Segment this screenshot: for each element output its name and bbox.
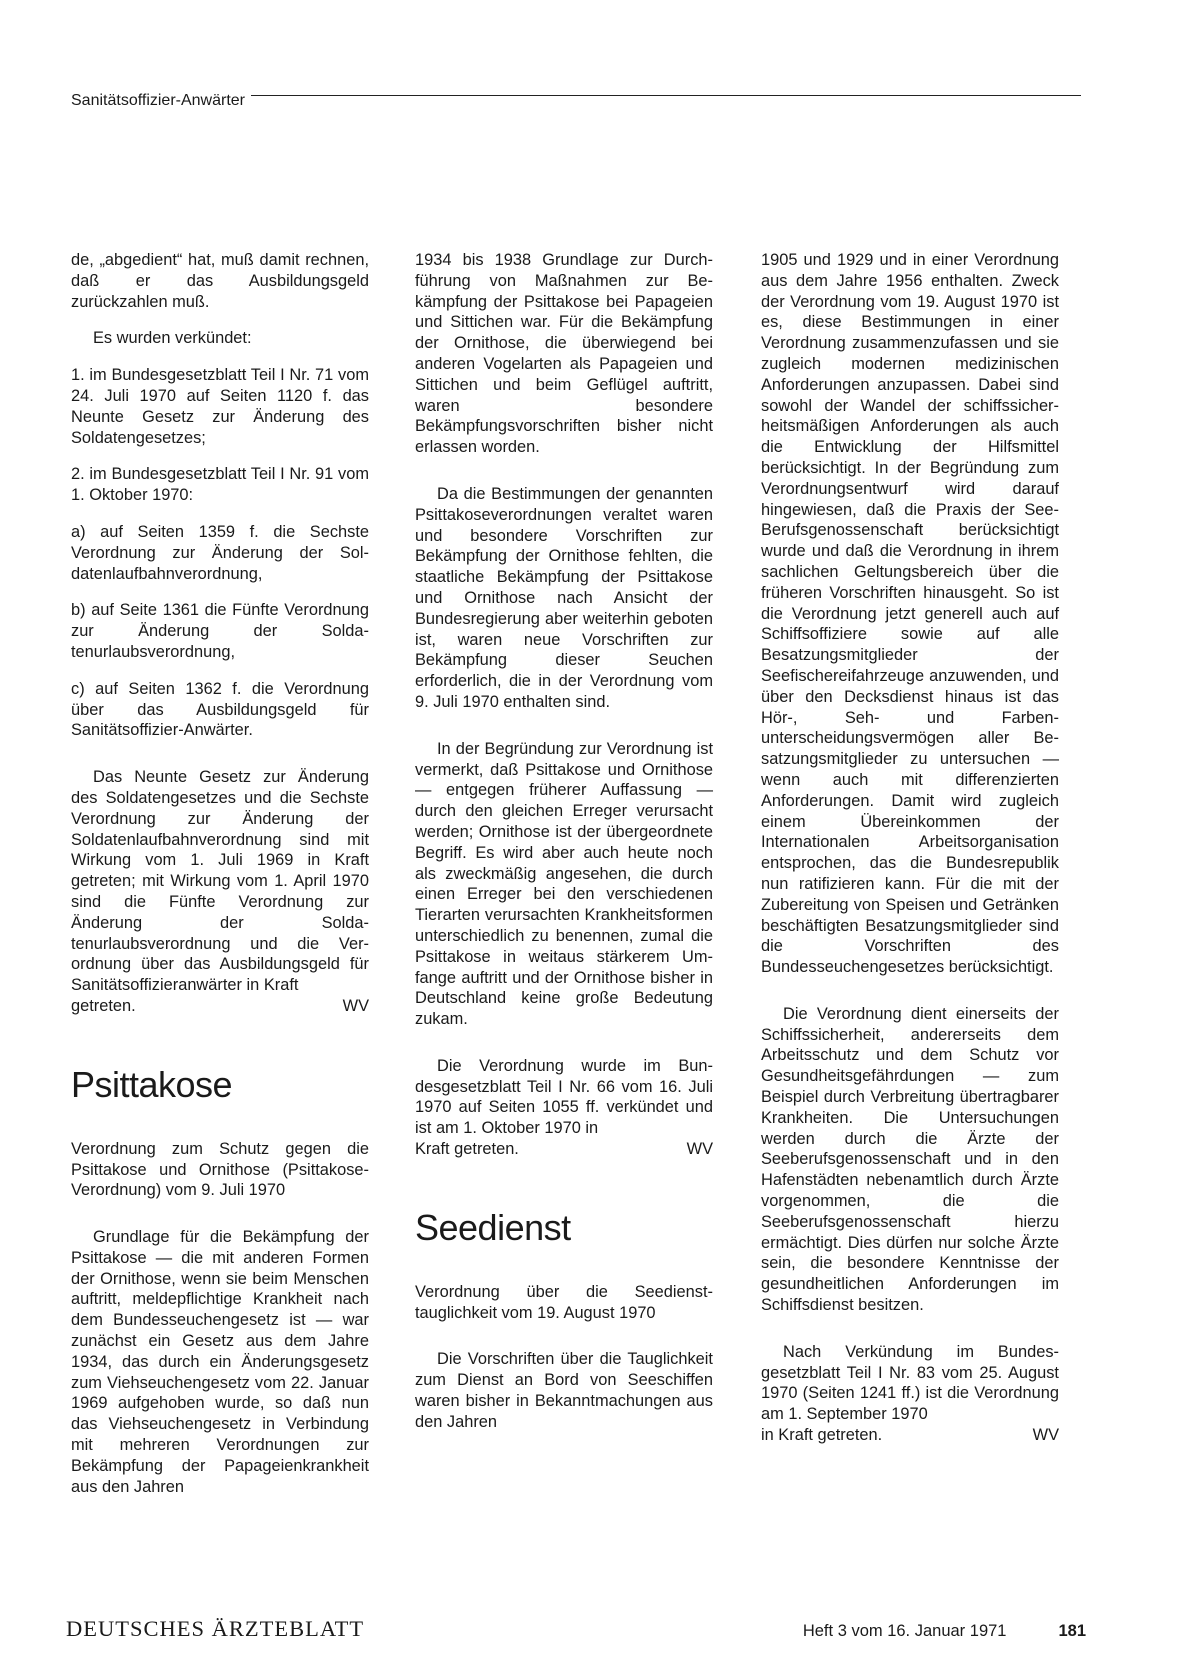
author-initials: WV (1032, 1426, 1059, 1445)
author-initials: WV (686, 1140, 713, 1159)
paragraph: Grundlage für die Bekämpfung der Psittakose — die mit anderen Formen der Ornithose, wenn sie beim Menschen auftritt, meldepflichtige Krankheit nach dem Bundesseuchengesetz ist — war zunächst ein Gesetz aus dem Jahre 1934, das durch ein Änderungsgesetz zum Viehseuchengesetz vom 22. Januar 1969 aufgehoben wurde, so daß nun das Viehseuchengesetz in Verbindung mit mehreren Verordnungen zur Bekämpfung der Papageienkrankheit aus den Jahren (71, 1228, 369, 1496)
section-heading-psittakose: Psittakose (71, 1063, 233, 1105)
paragraph: Die Verordnung dient einerseits der Schiffssicherheit, andererseits dem Arbeitsschutz und dem Schutz vor Gesundheitsgefährdungen — zum Beispiel durch Verbreitung übertragbarer Krankheiten. Die Untersuchungen werden durch die Ärzte der Seeberufsgenossenschaft und in den Hafenstädten nebenamtlich durch Ärzte vorgenommen, die die Seeberufsgenossenschaft hierzu ermächtigt. Dies dürfen nur solche Ärzte sein, die besondere Kenntnisse der gesundheitlichen Anforderungen im Schiffsdienst besitzen. (761, 1004, 1059, 1315)
journal-masthead: DEUTSCHES ÄRZTEBLATT (66, 1616, 365, 1641)
paragraph: Das Neunte Gesetz zur Änderung des Soldatengesetzes und die Sechste Verordnung zur Änderung der Soldatenlaufbahnverordnung sind mit Wirkung vom 1. Juli 1969 in Kraft getreten; mit Wirkung vom 1. April 1970 sind die Fünfte Verordnung zur Änderung der Soldatenurlaubsverordnung und die Verordnung über das Ausbildungsgeld für Sanitätsoffizieranwärter in Kraft (71, 768, 369, 995)
paragraph: 1934 bis 1938 Grundlage zur Durchführung von Maßnahmen zur Bekämpfung der Psittakose bei Papageien und Sittichen war. Für die Bekämpfung der Ornithose, die überwiegend bei anderen Vogelarten als Papageien und Sittichen und beim Geflügel auftritt, waren besondere Bekämpfungsvorschriften bisher nicht erlassen worden. (415, 251, 713, 457)
paragraph: In der Begründung zur Verordnung ist vermerkt, daß Psittakose und Ornithose — entgegen früherer Auffassung — durch den gleichen Erreger verursacht werden; Ornithose ist der übergeordnete Begriff. Es wird aber auch heute noch als zweckmäßig angesehen, die durch einen Erreger bei den verschiedenen Tierarten verursachten Krankheitsformen unterschiedlich zu benennen, zumal die Psittakose in weitaus stärkerem Umfange auftritt und der Ornithose bisher in Deutschland keine große Bedeutung zukam. (415, 739, 713, 1029)
paragraph-last-line: getreten. (71, 996, 136, 1015)
running-head (71, 86, 1081, 110)
paragraph: Nach Verkündung im Bundesgesetzblatt Teil I Nr. 83 vom 25. August 1970 (Seiten 1241 ff.) ist die Verordnung am 1. September 1970 (761, 1342, 1059, 1424)
paragraph: Da die Bestimmungen der genannten Psittakoseverordnungen veraltet waren und besondere Vorschriften zur Bekämpfung der Ornithose fehlten, die staatliche Bekämpfung der Psittakose und Ornithose nach Ansicht der Bundesregierung aber weiterhin geboten ist, waren neue Vorschriften zur Bekämpfung dieser Seuchen erforderlich, die in der Verordnung vom 9. Juli 1970 enthalten sind. (415, 484, 713, 711)
paragraph-last-line: Kraft getreten. (415, 1140, 519, 1159)
column-3 (761, 250, 1059, 1446)
paragraph-end (761, 1425, 1059, 1446)
paragraph-end (415, 1139, 713, 1160)
page-footer (66, 1616, 1086, 1646)
list-item: c) auf Seiten 1362 f. die Verordnung über das Ausbildungsgeld für Sanitätsoffizier-Anwärter. (71, 679, 369, 740)
running-head-label: Sanitätsoffizier-Anwärter (71, 92, 245, 109)
paragraph-end (71, 996, 369, 1017)
paragraph: de, „abgedient“ hat, muß damit rechnen, daß er das Ausbildungsgeld zurückzahlen muß. (71, 251, 369, 311)
running-head-rule (251, 95, 1081, 96)
column-1 (71, 250, 369, 1497)
list-item: a) auf Seiten 1359 f. die Sechste Verordnung zur Änderung der Soldatenlaufbahnverordnung, (71, 522, 369, 583)
paragraph: Die Verordnung wurde im Bundesgesetzblatt Teil I Nr. 66 vom 16. Juli 1970 auf Seiten 1055 ff. verkündet und ist am 1. Oktober 1970 in (415, 1056, 713, 1138)
list-item: 1. im Bundesgesetzblatt Teil I Nr. 71 vom 24. Juli 1970 auf Seiten 1120 f. das Neunte Gesetz zur Änderung des Soldatengesetzes; (71, 366, 369, 447)
paragraph: 1905 und 1929 und in einer Verordnung aus dem Jahre 1956 enthalten. Zweck der Verordnung vom 19. August 1970 ist es, diese Bestimmungen in einer Verordnung zusammenzufassen und sie zugleich modernen medizinischen Anforderungen anzupassen. Dabei sind sowohl der Wandel der schiffssicherheitsmäßigen Anforderungen als auch die Entwicklung der Hilfsmittel berücksichtigt. In der Begründung zum Verordnungsentwurf wird darauf hingewiesen, daß die Praxis der See-Berufsgenossenschaft berücksichtigt wurde und daß die Verordnung in ihrem sachlichen Geltungsbereich über die früheren Vorschriften hinausgeht. So ist die Verordnung jetzt generell auch auf Schiffsoffiziere sowie auf alle Besatzungsmitglieder der Seefischereifahrzeuge anzuwenden, und über den Decksdienst hinaus ist das Hör-, Seh- und Farbenunterscheidungsvermögen aller Besatzungsmitglieder zu untersuchen — wenn auch mit differenzierten Anforderungen. Damit wird zugleich einem Übereinkommen der Internationalen Arbeitsorganisation entsprochen, das die Bundesrepublik nun ratifizieren kann. Für die mit der Zubereitung von Speisen und Getränken beschäftigten Besatzungsmitglieder sind die Vorschriften des Bundesseuchengesetzes berücksichtigt. (761, 251, 1059, 977)
section-heading-seedienst: Seedienst (415, 1206, 571, 1248)
section-subheading: Verordnung über die Seediensttauglichkeit vom 19. August 1970 (415, 1282, 713, 1322)
column-2 (415, 250, 713, 1433)
section-subheading: Verordnung zum Schutz gegen die Psittakose und Ornithose (Psittakose-Verordnung) vom 9. Juli 1970 (71, 1139, 369, 1200)
list-item: b) auf Seite 1361 die Fünfte Verordnung zur Änderung der Soldatenurlaubsverordnung, (71, 601, 369, 661)
page-number: 181 (1058, 1622, 1086, 1640)
issue-info: Heft 3 vom 16. Januar 1971 (802, 1622, 1007, 1640)
paragraph-last-line: in Kraft getreten. (761, 1426, 883, 1445)
list-item: 2. im Bundesgesetzblatt Teil I Nr. 91 vom 1. Oktober 1970: (71, 465, 369, 505)
author-initials: WV (342, 996, 369, 1015)
paragraph: Es wurden verkündet: (93, 329, 252, 348)
paragraph: Die Vorschriften über die Tauglichkeit zum Dienst an Bord von Seeschiffen waren bisher in Bekanntmachungen aus den Jahren (415, 1350, 713, 1431)
